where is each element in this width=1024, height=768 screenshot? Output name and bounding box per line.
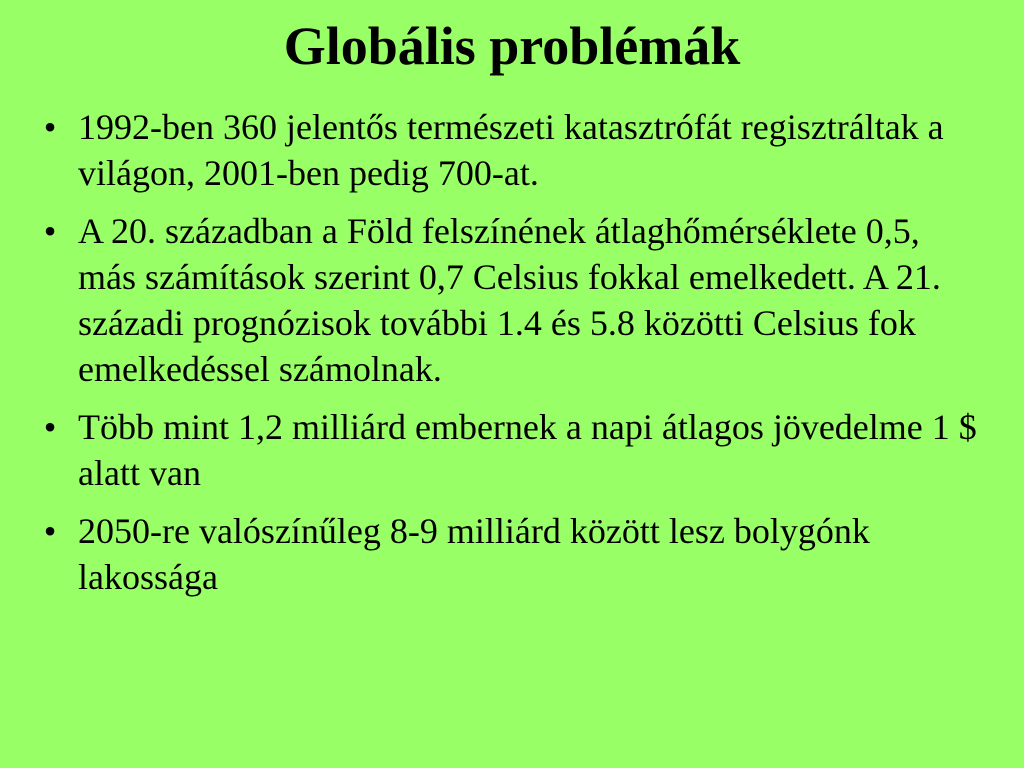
bullet-icon: • [43,107,57,147]
bullet-text: 2050-re valószínűleg 8-9 milliárd között lesz bolygónk lakossága [78,511,870,597]
bullet-text: A 20. században a Föld felszínének átlaghőmérséklete 0,5, más számítások szerint 0,7 Celsius fokkal emelkedett. A 21. századi prognózisok további 1.4 és 5.8 közötti Celsius fok emelkedéssel számolnak. [78,211,941,389]
bullet-list [38,104,978,612]
bullet-item [38,104,978,196]
bullet-icon: • [43,211,57,251]
bullet-item [38,208,978,392]
bullet-icon: • [43,407,57,447]
slide-title: Globális problémák [283,16,741,76]
bullet-item [38,508,978,600]
bullet-text: Több mint 1,2 milliárd embernek a napi átlagos jövedelme 1 $ alatt van [78,407,977,493]
bullet-text: 1992-ben 360 jelentős természeti katasztrófát regisztráltak a világon, 2001-ben pedig 700-at. [78,107,944,193]
bullet-icon: • [43,511,57,551]
bullet-item [38,404,978,496]
